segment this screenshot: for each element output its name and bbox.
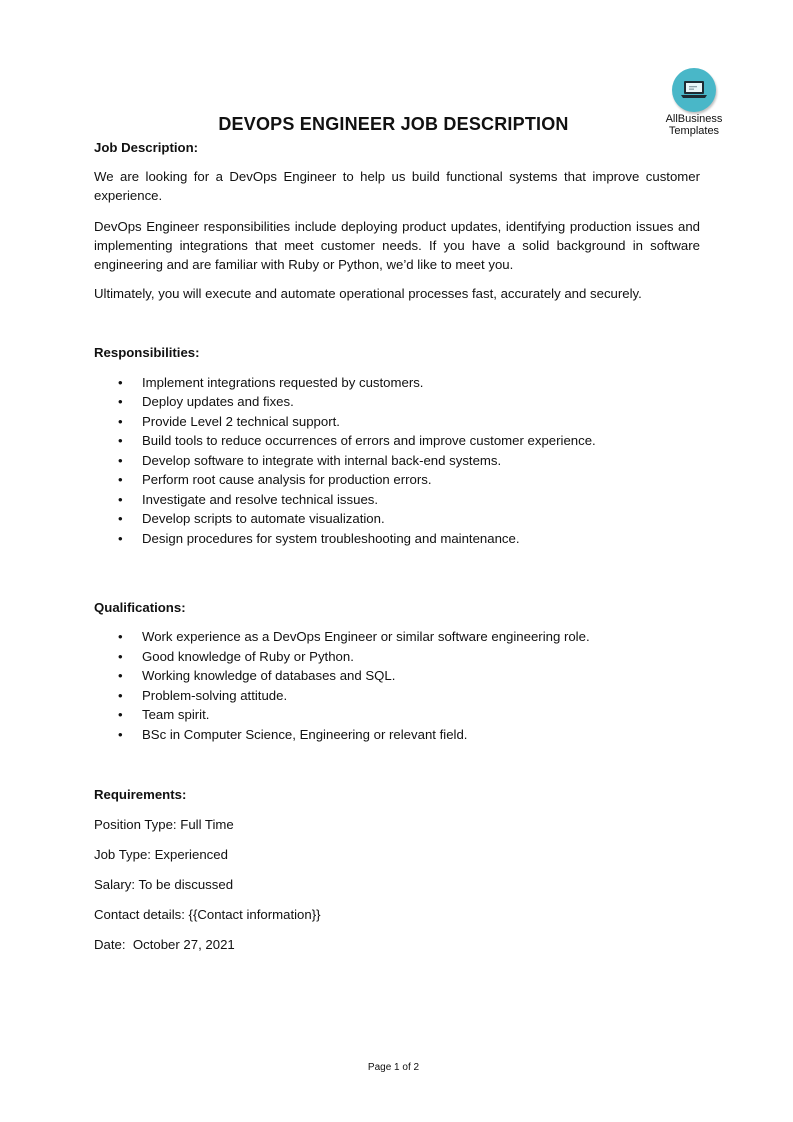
requirement-line: Contact details: {{Contact information}} [94,906,321,922]
list-item-text: BSc in Computer Science, Engineering or relevant field. [142,726,468,742]
requirement-line-date: Date: October 27, 2021 [94,936,235,952]
job-description-paragraph: We are looking for a DevOps Engineer to help us build functional systems that improve customer experience. [94,169,700,204]
bullet: • [118,374,123,390]
bullet: • [118,511,123,527]
list-item-text: Investigate and resolve technical issues. [142,491,379,507]
bullet: • [118,726,123,742]
logo-line-1: AllBusiness [665,113,723,125]
list-item [94,412,700,432]
list-item-text: Deploy updates and fixes. [142,394,294,410]
bullet: • [118,491,123,507]
list-item [94,373,700,393]
list-item-text: Design procedures for system troubleshooting and maintenance. [142,530,520,546]
list-item [94,509,700,529]
responsibilities-list [94,373,700,549]
document-body [94,138,700,954]
requirement-line: Job Type: Experienced [94,846,228,862]
list-item-text: Implement integrations requested by customers. [142,374,424,390]
logo-badge [672,68,716,112]
list-item [94,392,700,412]
list-item [94,529,700,549]
list-item-text: Develop scripts to automate visualization. [142,511,385,527]
laptop-icon [680,80,708,100]
bullet: • [118,433,123,449]
bullet: • [118,452,123,468]
list-item-text: Build tools to reduce occurrences of errors and improve customer experience. [142,433,596,449]
list-item [94,627,700,647]
list-item-text: Problem-solving attitude. [142,687,288,703]
list-item-text: Provide Level 2 technical support. [142,413,340,429]
bullet: • [118,413,123,429]
logo-line-2: Templates [668,125,720,137]
list-item [94,705,700,725]
job-description-paragraph: DevOps Engineer responsibilities include deploying product updates, identifying production issues and implementing integrations that meet customer needs. If you have a solid background in software engineering and are familiar with Ruby or Python, we’d like to meet you. [94,218,700,273]
bullet: • [118,472,123,488]
list-item-text: Team spirit. [142,707,210,723]
list-item-text: Working knowledge of databases and SQL. [142,668,396,684]
requirements-heading: Requirements: [94,787,187,803]
page-title: DEVOPS ENGINEER JOB DESCRIPTION [218,114,569,134]
list-item [94,666,700,686]
list-item [94,451,700,471]
list-item-text: Perform root cause analysis for production errors. [142,472,432,488]
bullet: • [118,707,123,723]
page-number: Page 1 of 2 [367,1062,420,1073]
list-item-text: Good knowledge of Ruby or Python. [142,648,354,664]
bullet: • [118,629,123,645]
bullet: • [118,394,123,410]
responsibilities-heading: Responsibilities: [94,345,200,361]
list-item [94,470,700,490]
requirement-line: Position Type: Full Time [94,816,234,832]
job-description-paragraph: Ultimately, you will execute and automate operational processes fast, accurately and securely. [94,286,642,302]
list-item [94,647,700,667]
list-item [94,490,700,510]
list-item [94,725,700,745]
bullet: • [118,687,123,703]
requirement-line: Salary: To be discussed [94,876,234,892]
qualifications-list [94,627,700,744]
list-item [94,686,700,706]
list-item [94,431,700,451]
job-description-heading: Job Description: [94,140,199,155]
list-item-text: Develop software to integrate with internal back-end systems. [142,452,502,468]
bullet: • [118,668,123,684]
bullet: • [118,648,123,664]
list-item-text: Work experience as a DevOps Engineer or similar software engineering role. [142,629,590,645]
qualifications-heading: Qualifications: [94,600,186,616]
bullet: • [118,530,123,546]
